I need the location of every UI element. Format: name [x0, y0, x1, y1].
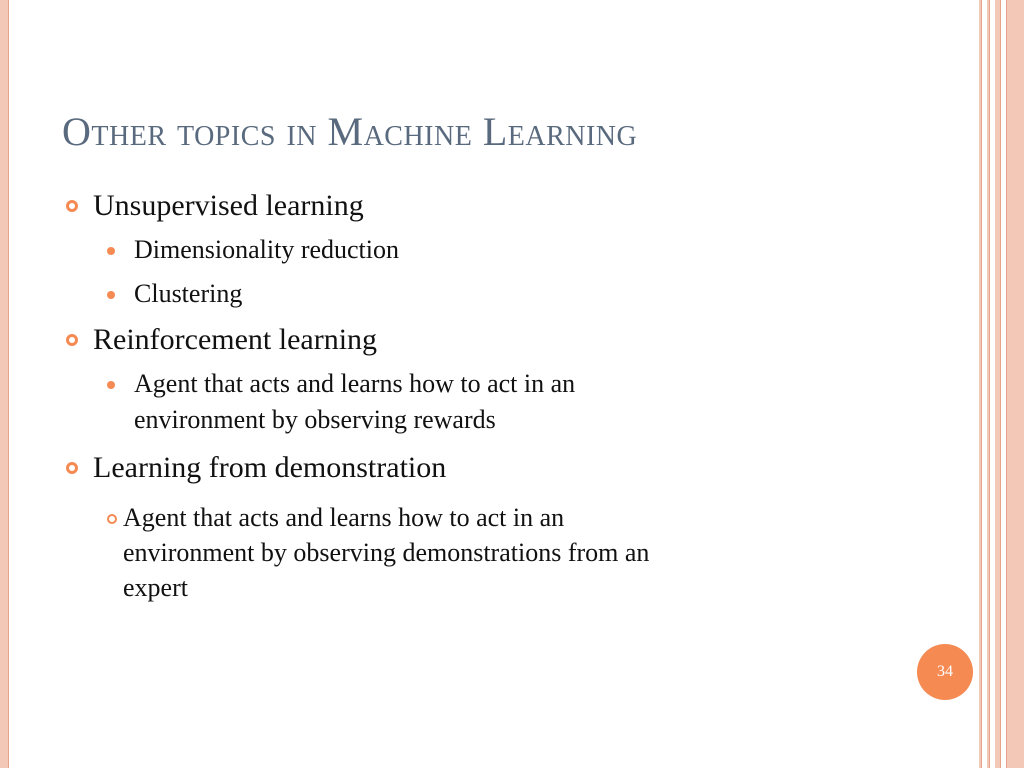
slide-title: Other topics in Machine Learning — [62, 109, 638, 154]
sub-bullet-line-3: expert — [123, 573, 188, 602]
stripe — [1006, 0, 1024, 768]
stripe — [1006, 0, 1007, 768]
ring-bullet-icon — [66, 334, 78, 346]
ring-bullet-icon — [66, 462, 78, 474]
bullet-text: Unsupervised learning — [93, 189, 364, 222]
slide-content — [60, 186, 940, 605]
sub-bullet-line-2: environment by observing demonstrations from an — [123, 538, 650, 567]
sub-bullet-agent-demonstrations — [60, 500, 940, 605]
sub-bullet-dimensionality-reduction — [60, 232, 940, 268]
page-number: 34 — [937, 663, 953, 680]
bullet-text: Learning from demonstration — [93, 451, 447, 484]
left-border — [0, 0, 8, 768]
right-stripes — [979, 0, 1024, 768]
sub-bullet-line-2: environment by observing rewards — [134, 405, 496, 434]
sub-bullet-line-1: Agent that acts and learns how to act in an — [123, 503, 565, 532]
sub-bullet-text: Dimensionality reduction — [134, 235, 400, 264]
dot-bullet-icon — [107, 291, 115, 299]
stripe — [989, 0, 990, 768]
sub-bullet-clustering — [60, 276, 940, 312]
bullet-text: Reinforcement learning — [93, 323, 378, 356]
sub-bullet-agent-rewards — [60, 366, 940, 438]
bullet-reinforcement-learning — [60, 320, 940, 360]
dot-bullet-icon — [107, 381, 115, 389]
bullet-unsupervised-learning — [60, 186, 940, 226]
ring-bullet-icon — [66, 200, 78, 212]
sub-bullet-text: Clustering — [134, 279, 243, 308]
dot-bullet-icon — [107, 247, 115, 255]
stripe — [981, 0, 982, 768]
sub-bullet-line-1: Agent that acts and learns how to act in an — [134, 369, 576, 398]
ring-bullet-icon — [107, 514, 117, 524]
stripe — [1000, 0, 1001, 768]
bullet-learning-from-demonstration — [60, 448, 940, 488]
page-number-badge — [917, 644, 973, 700]
